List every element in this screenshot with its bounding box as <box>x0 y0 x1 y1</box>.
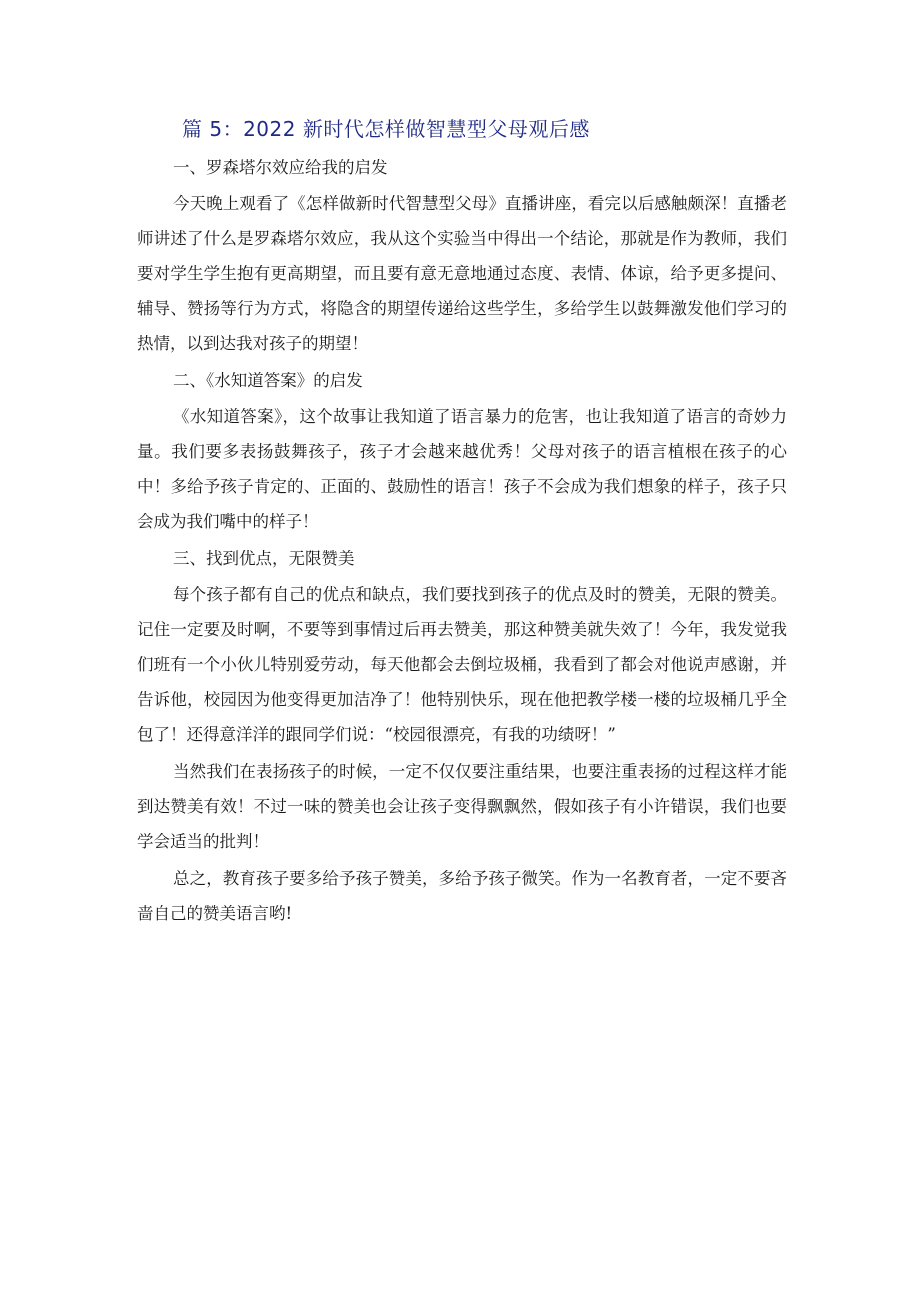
section-3-heading: 三、找到优点，无限赞美 <box>173 549 355 568</box>
section-1-paragraph: 今天晚上观看了《怎样做新时代智慧型父母》直播讲座，看完以后感触颇深！直播老师讲述了什么是罗森塔尔效应，我从这个实验当中得出一个结论，那就是作为教师，我们要对学生学生抱有更高期望，而且要有意无意地通过态度、表情、体谅，给予更多提问、辅导、赞扬等行为方式，将隐含的期望传递给这些学生，多给学生以鼓舞激发他们学习的热情，以到达我对孩子的期望！ <box>137 194 787 353</box>
section-2-paragraph: 《水知道答案》，这个故事让我知道了语言暴力的危害，也让我知道了语言的奇妙力量。我们要多表扬鼓舞孩子，孩子才会越来越优秀！父母对孩子的语言植根在孩子的心中！多给予孩子肯定的、正面的、鼓励性的语言！孩子不会成为我们想象的样子，孩子只会成为我们嘴中的样子！ <box>137 407 787 531</box>
document-body <box>137 150 787 933</box>
section-2-heading: 二、《水知道答案》的启发 <box>173 371 363 390</box>
document-title: 篇 5：2022 新时代怎样做智慧型父母观后感 <box>182 117 590 141</box>
section-3-paragraph-1: 每个孩子都有自己的优点和缺点，我们要找到孩子的优点及时的赞美，无限的赞美。记住一定要及时啊，不要等到事情过后再去赞美，那这种赞美就失效了！今年，我发觉我们班有一个小伙儿特别爱劳动，每天他都会去倒垃圾桶，我看到了都会对他说声感谢，并告诉他，校园因为他变得更加洁净了！他特别快乐，现在他把教学楼一楼的垃圾桶几乎全包了！还得意洋洋的跟同学们说：“校园很漂亮，有我的功绩呀！” <box>137 585 787 744</box>
section-3-paragraph-3: 总之，教育孩子要多给予孩子赞美，多给予孩子微笑。作为一名教育者，一定不要吝啬自己的赞美语言哟! <box>137 869 787 923</box>
section-1-heading: 一、罗森塔尔效应给我的启发 <box>173 158 388 177</box>
section-3-paragraph-2: 当然我们在表扬孩子的时候，一定不仅仅要注重结果，也要注重表扬的过程这样才能到达赞美有效！不过一味的赞美也会让孩子变得飘飘然，假如孩子有小许错误，我们也要学会适当的批判！ <box>137 762 787 851</box>
